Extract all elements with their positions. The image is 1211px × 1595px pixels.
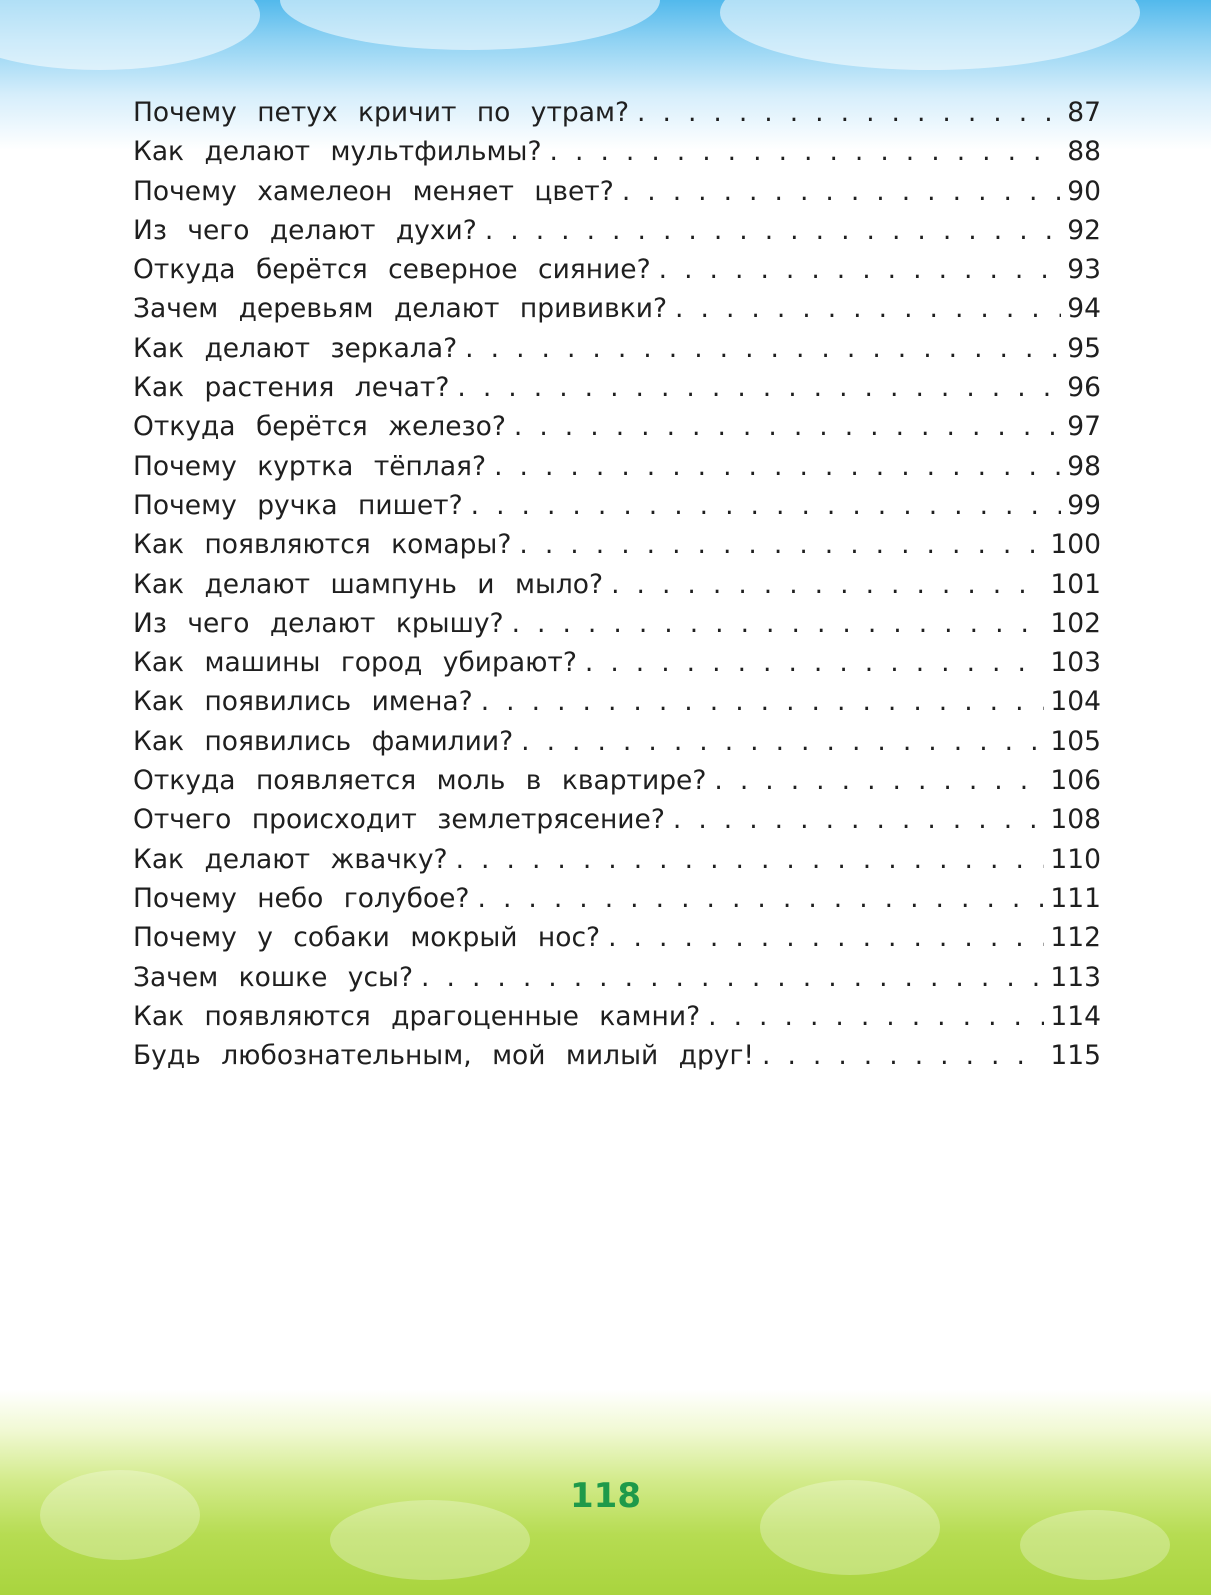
toc-entry-title: Почему петух кричит по утрам? bbox=[133, 97, 630, 128]
toc-entry-page: 98 bbox=[1067, 450, 1101, 482]
dot-leader bbox=[659, 254, 1062, 285]
dot-leader bbox=[471, 490, 1062, 521]
toc-entry-title: Как появились имена? bbox=[133, 686, 473, 718]
toc-entry-title: Из чего делают духи? bbox=[133, 214, 477, 246]
dot-leader bbox=[675, 293, 1061, 324]
dot-leader bbox=[465, 333, 1061, 364]
toc-entry-title: Как делают жвачку? bbox=[133, 843, 448, 875]
dot-leader bbox=[494, 451, 1061, 482]
toc-entry bbox=[133, 1040, 1101, 1079]
toc-entry bbox=[133, 922, 1101, 961]
toc-entry-page: 94 bbox=[1067, 293, 1101, 325]
dot-leader bbox=[585, 647, 1045, 678]
toc-entry-title: Как растения лечат? bbox=[133, 372, 450, 404]
dot-leader bbox=[637, 97, 1061, 128]
toc-entry bbox=[133, 176, 1101, 215]
toc-entry bbox=[133, 490, 1101, 529]
toc-entry-page: 100 bbox=[1050, 529, 1101, 561]
toc-entry-title: Откуда берётся северное сияние? bbox=[133, 254, 651, 286]
toc-entry-page: 113 bbox=[1050, 961, 1101, 993]
toc-entry-title: Почему небо голубое? bbox=[133, 882, 470, 914]
toc-entry-page: 95 bbox=[1067, 332, 1101, 364]
toc-entry-title: Откуда берётся железо? bbox=[133, 411, 506, 443]
dot-leader bbox=[456, 844, 1045, 875]
dot-leader bbox=[457, 372, 1061, 403]
leaf-shape bbox=[1020, 1510, 1170, 1580]
cloud-shape bbox=[720, 0, 1140, 70]
cloud-shape bbox=[0, 0, 260, 70]
toc-entry bbox=[133, 97, 1101, 136]
toc-entry-page: 104 bbox=[1050, 686, 1101, 718]
dot-leader bbox=[512, 608, 1045, 639]
toc-entry-page: 96 bbox=[1067, 372, 1101, 404]
toc-entry-page: 102 bbox=[1050, 607, 1101, 639]
dot-leader bbox=[514, 411, 1061, 442]
toc-entry-page: 97 bbox=[1067, 411, 1101, 443]
toc-entry bbox=[133, 647, 1101, 686]
toc-entry-page: 114 bbox=[1050, 1000, 1101, 1032]
toc-entry bbox=[133, 726, 1101, 765]
dot-leader bbox=[622, 176, 1061, 207]
table-of-contents bbox=[133, 97, 1101, 1079]
dot-leader bbox=[519, 529, 1044, 560]
toc-entry-page: 115 bbox=[1050, 1040, 1101, 1072]
toc-entry-page: 106 bbox=[1050, 765, 1101, 797]
toc-entry-page: 92 bbox=[1067, 214, 1101, 246]
toc-entry-page: 88 bbox=[1067, 136, 1101, 168]
toc-entry-title: Будь любознательным, мой милый друг! bbox=[133, 1040, 755, 1072]
cloud-shape bbox=[280, 0, 660, 50]
dot-leader bbox=[608, 922, 1044, 953]
toc-entry bbox=[133, 804, 1101, 843]
dot-leader bbox=[521, 726, 1044, 757]
toc-entry-title: Как появляются драгоценные камни? bbox=[133, 1000, 701, 1032]
toc-entry bbox=[133, 608, 1101, 647]
toc-entry-page: 112 bbox=[1050, 922, 1101, 954]
toc-entry-title: Как машины город убирают? bbox=[133, 647, 577, 679]
toc-entry bbox=[133, 451, 1101, 490]
toc-entry-page: 105 bbox=[1050, 725, 1101, 757]
dot-leader bbox=[714, 765, 1044, 796]
toc-entry bbox=[133, 569, 1101, 608]
toc-entry-title: Как появляются комары? bbox=[133, 529, 512, 561]
toc-entry bbox=[133, 215, 1101, 254]
toc-entry-title: Почему у собаки мокрый нос? bbox=[133, 922, 601, 954]
toc-entry bbox=[133, 333, 1101, 372]
toc-entry bbox=[133, 529, 1101, 568]
dot-leader bbox=[673, 804, 1045, 835]
toc-entry bbox=[133, 962, 1101, 1001]
toc-entry bbox=[133, 883, 1101, 922]
toc-entry bbox=[133, 293, 1101, 332]
toc-entry bbox=[133, 372, 1101, 411]
toc-entry bbox=[133, 844, 1101, 883]
toc-entry-title: Почему куртка тёплая? bbox=[133, 450, 487, 482]
toc-entry-title: Как делают шампунь и мыло? bbox=[133, 568, 604, 600]
dot-leader bbox=[550, 136, 1062, 167]
toc-entry bbox=[133, 136, 1101, 175]
toc-entry-title: Откуда появляется моль в квартире? bbox=[133, 765, 707, 797]
toc-entry-page: 87 bbox=[1067, 97, 1101, 128]
toc-entry-page: 93 bbox=[1067, 254, 1101, 286]
toc-entry-title: Как появились фамилии? bbox=[133, 725, 514, 757]
toc-entry-page: 108 bbox=[1050, 804, 1101, 836]
toc-entry-title: Зачем кошке усы? bbox=[133, 961, 414, 993]
toc-entry bbox=[133, 686, 1101, 725]
dot-leader bbox=[762, 1040, 1044, 1071]
toc-entry-title: Зачем деревьям делают прививки? bbox=[133, 293, 668, 325]
dot-leader bbox=[478, 883, 1045, 914]
dot-leader bbox=[708, 1001, 1044, 1032]
toc-entry-title: Как делают мультфильмы? bbox=[133, 136, 542, 168]
dot-leader bbox=[421, 962, 1044, 993]
toc-entry-title: Из чего делают крышу? bbox=[133, 607, 504, 639]
toc-entry bbox=[133, 765, 1101, 804]
toc-entry-title: Отчего происходит землетрясение? bbox=[133, 804, 665, 836]
toc-entry bbox=[133, 411, 1101, 450]
toc-entry-page: 111 bbox=[1050, 882, 1101, 914]
toc-entry-page: 110 bbox=[1050, 843, 1101, 875]
toc-entry bbox=[133, 1001, 1101, 1040]
toc-entry-page: 90 bbox=[1067, 175, 1101, 207]
toc-entry-title: Почему ручка пишет? bbox=[133, 489, 463, 521]
toc-entry-page: 101 bbox=[1050, 568, 1101, 600]
toc-entry-title: Почему хамелеон меняет цвет? bbox=[133, 175, 614, 207]
dot-leader bbox=[485, 215, 1061, 246]
toc-entry bbox=[133, 254, 1101, 293]
toc-entry-page: 99 bbox=[1067, 489, 1101, 521]
dot-leader bbox=[611, 569, 1044, 600]
toc-entry-page: 103 bbox=[1050, 647, 1101, 679]
toc-entry-title: Как делают зеркала? bbox=[133, 332, 458, 364]
page-number: 118 bbox=[570, 1476, 641, 1516]
dot-leader bbox=[481, 686, 1045, 717]
